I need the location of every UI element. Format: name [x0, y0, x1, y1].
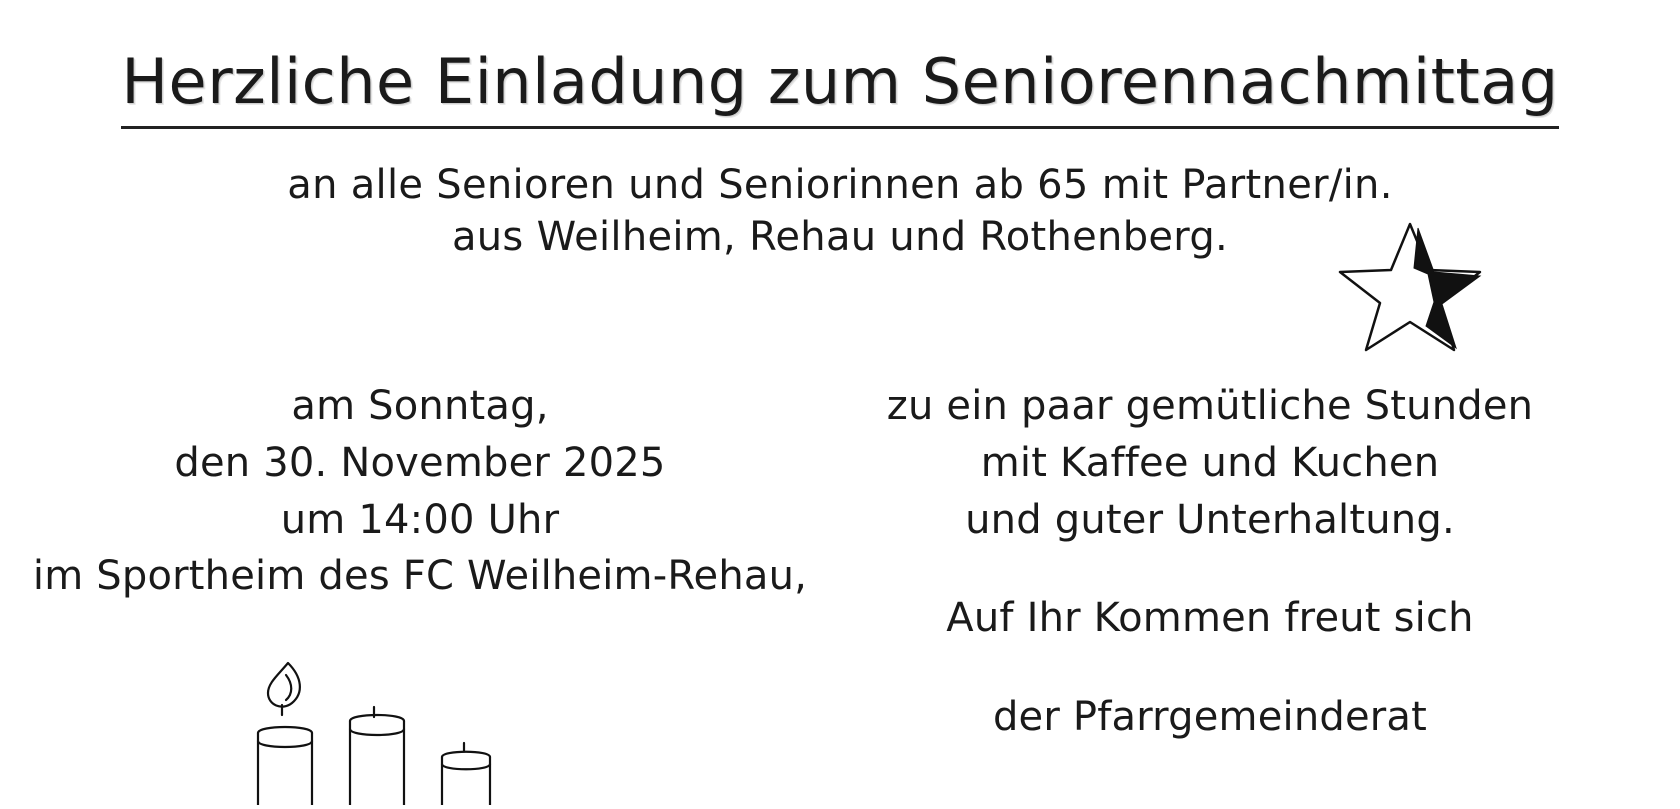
event-time: um 14:00 Uhr	[280, 496, 560, 543]
event-date: den 30. November 2025	[174, 439, 666, 486]
description-line-2: mit Kaffee und Kuchen	[980, 439, 1440, 486]
closing-spacer	[830, 647, 1590, 689]
description-line-1: zu ein paar gemütliche Stunden	[886, 383, 1534, 429]
description-line-3: und guter Unterhaltung.	[965, 496, 1455, 543]
event-description-column	[830, 378, 1590, 746]
event-location: im Sportheim des FC Weilheim-Rehau,	[32, 553, 808, 600]
candles-icon	[238, 655, 598, 805]
subtitle-line-1: an alle Senioren und Seniorinnen ab 65 mit Partner/in.	[287, 162, 1393, 208]
star-icon	[1330, 218, 1490, 353]
page-title: Herzliche Einladung zum Seniorennachmittag	[121, 48, 1558, 129]
description-spacer	[830, 548, 1590, 590]
event-details-column	[20, 378, 820, 605]
subtitle-line-2: aus Weilheim, Rehau und Rothenberg.	[451, 214, 1229, 260]
closing-line: Auf Ihr Kommen freut sich	[946, 595, 1474, 642]
signature-line: der Pfarrgemeinderat	[992, 694, 1428, 741]
page-title-container	[0, 45, 1680, 129]
event-day: am Sonntag,	[291, 383, 549, 429]
